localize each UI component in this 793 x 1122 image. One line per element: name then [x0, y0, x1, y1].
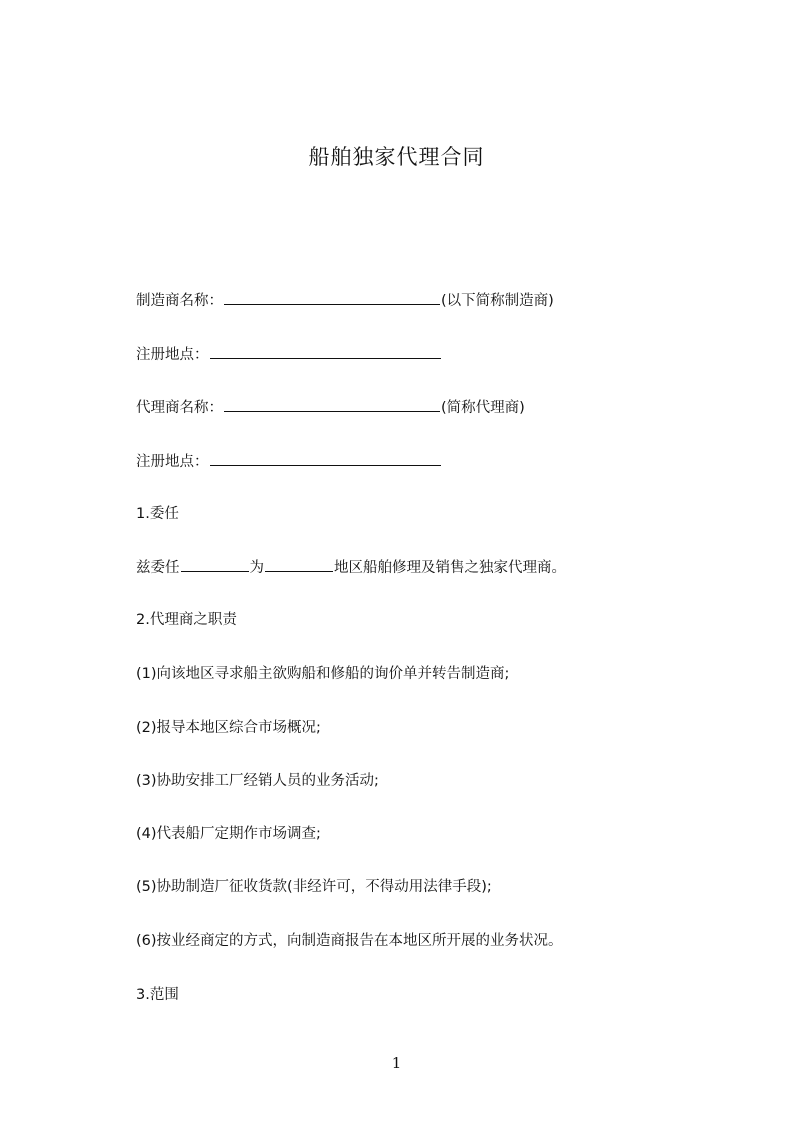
agent-name-label: 代理商名称： [136, 400, 223, 416]
registration-place-label: 注册地点： [136, 347, 209, 363]
agent-name-suffix: (简称代理商) [441, 400, 525, 416]
manufacturer-name-line [136, 290, 554, 311]
agent-registration-blank[interactable] [210, 451, 441, 466]
agent-name-line [136, 397, 525, 418]
section-2-heading: 2.代理商之职责 [136, 612, 237, 628]
agent-name-blank[interactable] [224, 397, 440, 412]
appointment-text-a: 兹委任 [136, 560, 180, 576]
region-blank[interactable] [265, 557, 333, 572]
manufacturer-registration-line [136, 344, 442, 365]
duty-item: (6)按业经商定的方式，向制造商报告在本地区所开展的业务状况。 [136, 933, 563, 949]
section-3-heading: 3.范围 [136, 987, 179, 1003]
duty-item: (2)报导本地区综合市场概况; [136, 720, 321, 736]
duty-item: (5)协助制造厂征收货款(非经许可，不得动用法律手段); [136, 879, 492, 895]
section-1-heading: 1.委任 [136, 506, 179, 522]
duty-item: (1)向该地区寻求船主欲购船和修船的询价单并转告制造商; [136, 666, 510, 682]
agent-registration-line [136, 451, 442, 472]
duty-item: (4)代表船厂定期作市场调查; [136, 826, 321, 842]
duty-item: (3)协助安排工厂经销人员的业务活动; [136, 773, 379, 789]
document-title: 船舶独家代理合同 [308, 145, 485, 169]
manufacturer-name-blank[interactable] [224, 290, 440, 305]
appointment-text-c: 地区船舶修理及销售之独家代理商。 [334, 560, 566, 576]
registration-place-label: 注册地点： [136, 454, 209, 470]
appointment-text-b: 为 [249, 560, 264, 576]
appointment-clause [136, 557, 566, 578]
page-number: 1 [391, 1054, 402, 1072]
appointee-blank[interactable] [181, 557, 249, 572]
manufacturer-name-label: 制造商名称： [136, 293, 223, 309]
manufacturer-registration-blank[interactable] [210, 344, 441, 359]
manufacturer-name-suffix: (以下简称制造商) [441, 293, 554, 309]
